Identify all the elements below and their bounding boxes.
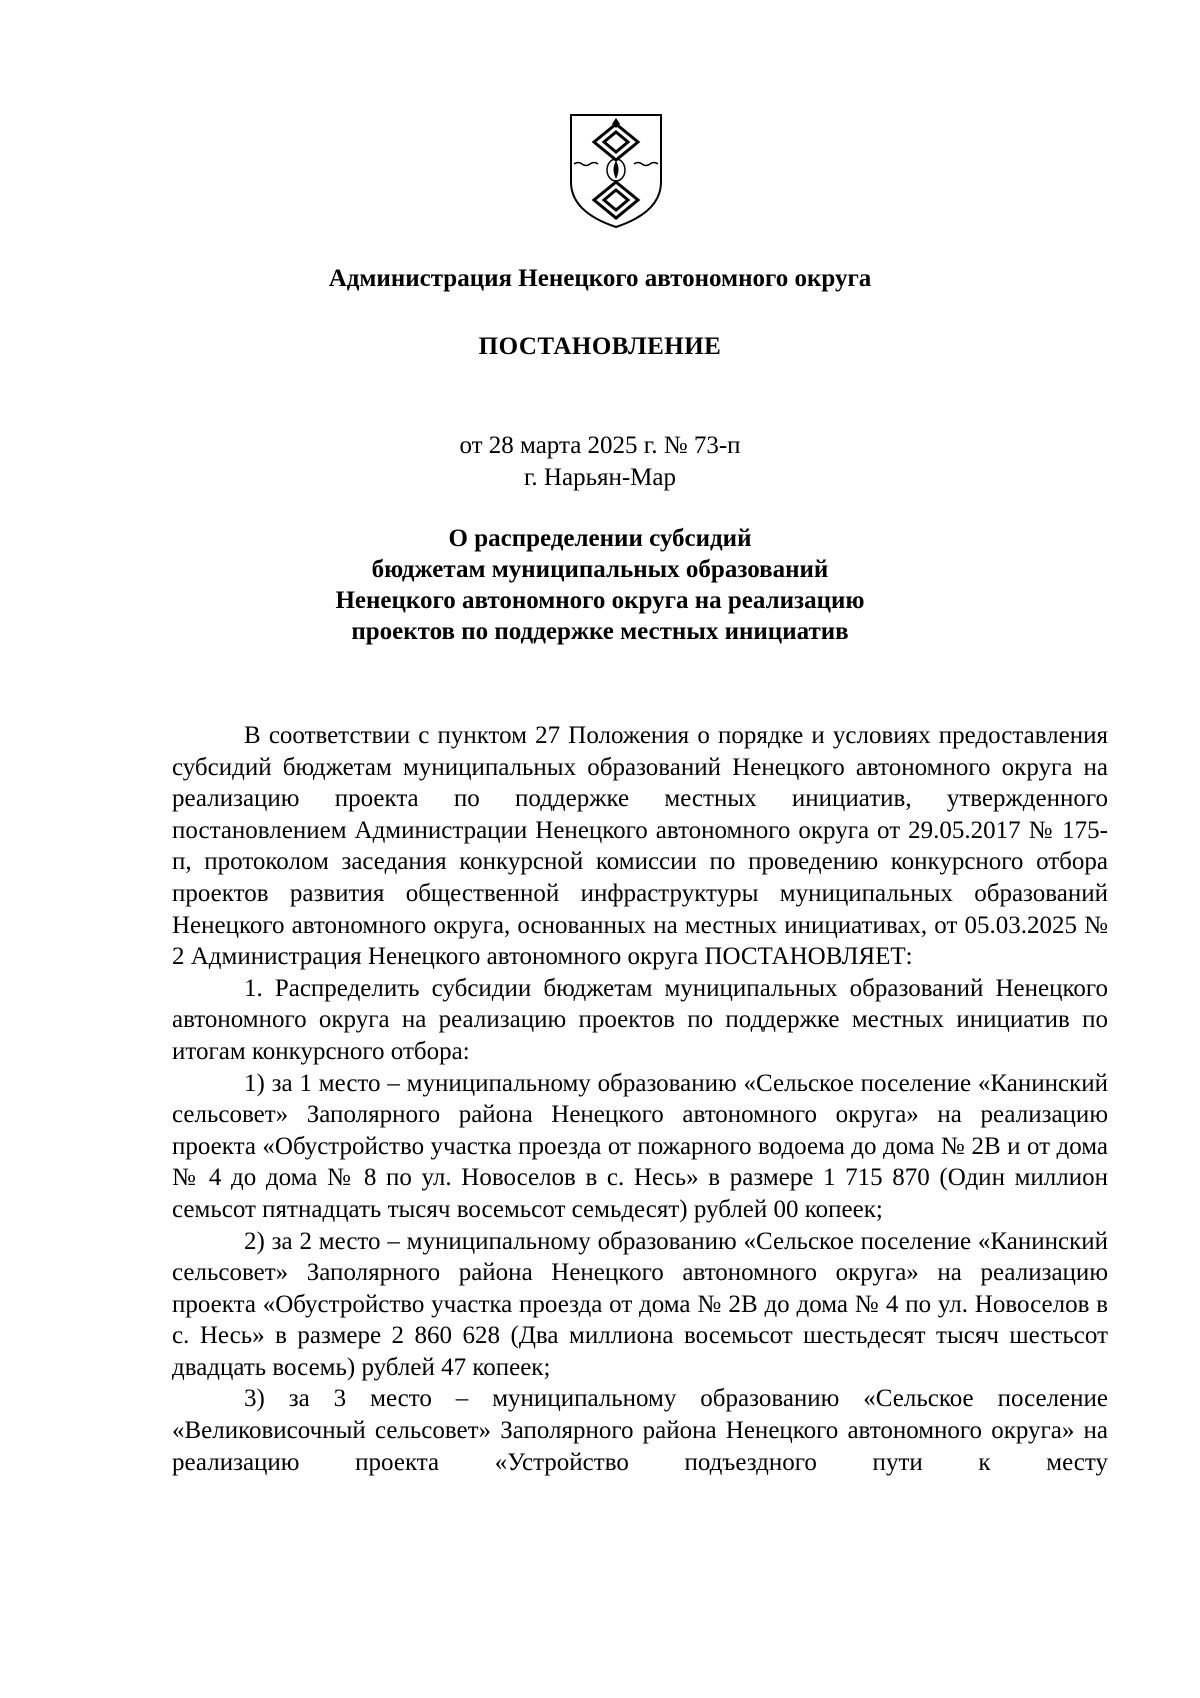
subject-line: О распределении субсидий <box>448 525 752 552</box>
document-body <box>172 720 1108 1478</box>
subitem-2-paragraph: 2) за 2 место – муниципальному образованию «Сельское поселение «Канинский сельсовет» Заполярного района Ненецкого автономного округа» на реализацию проекта «Обустройство участка проезда от дома № 2В до дома № 4 по ул. Новоселов в с. Несь» в размере 2 860 628 (Два миллиона восемьсот шестьдесят тысяч шестьсот двадцать восемь) рублей 47 копеек; <box>172 1227 1108 1381</box>
subject-line: бюджетам муниципальных образований <box>371 556 829 583</box>
subitem-1-paragraph: 1) за 1 место – муниципальному образованию «Сельское поселение «Канинский сельсовет» Заполярного района Ненецкого автономного округа» на реализацию проекта «Обустройство участка проезда от пожарного водоема до дома № 2В и от дома № 4 до дома № 8 по ул. Новоселов в с. Несь» в размере 1 715 870 (Один миллион семьсот пятнадцать тысяч восемьсот семьдесят) рублей 00 копеек; <box>172 1069 1108 1223</box>
item-1-paragraph: 1. Распределить субсидии бюджетам муниципальных образований Ненецкого автономного округа на реализацию проектов по поддержке местных инициатив по итогам конкурсного отбора: <box>172 974 1108 1065</box>
date-number: от 28 марта 2025 г. № 73-п <box>459 432 741 459</box>
coat-of-arms-emblem <box>568 112 664 230</box>
subject-line: Ненецкого автономного округа на реализацию <box>335 587 865 614</box>
subitem-3-paragraph: 3) за 3 место – муниципальному образованию «Сельское поселение «Великовисочный сельсовет» Заполярного района Ненецкого автономного округа» на реализацию проекта «Устройство подъездного пути к месту <box>172 1385 1108 1476</box>
city: г. Нарьян-Мар <box>523 464 676 491</box>
document-type: ПОСТАНОВЛЕНИЕ <box>478 333 722 360</box>
document-subject <box>0 523 1200 647</box>
date-block <box>0 430 1200 494</box>
organization-title: Администрация Ненецкого автономного округа <box>328 265 872 292</box>
preamble-paragraph: В соответствии с пунктом 27 Положения о порядке и условиях предоставления субсидий бюджетам муниципальных образований Ненецкого автономного округа на реализацию проекта по поддержке местных инициатив, утвержденного постановлением Администрации Ненецкого автономного округа от 29.05.2017 № 175-п, протоколом заседания конкурсной комиссии по проведению конкурсного отбора проектов развития общественной инфраструктуры муниципальных образований Ненецкого автономного округа, основанных на местных инициативах, от 05.03.2025 № 2 Администрация Ненецкого автономного округа ПОСТАНОВЛЯЕТ: <box>172 722 1108 971</box>
subject-line: проектов по поддержке местных инициатив <box>351 618 849 645</box>
